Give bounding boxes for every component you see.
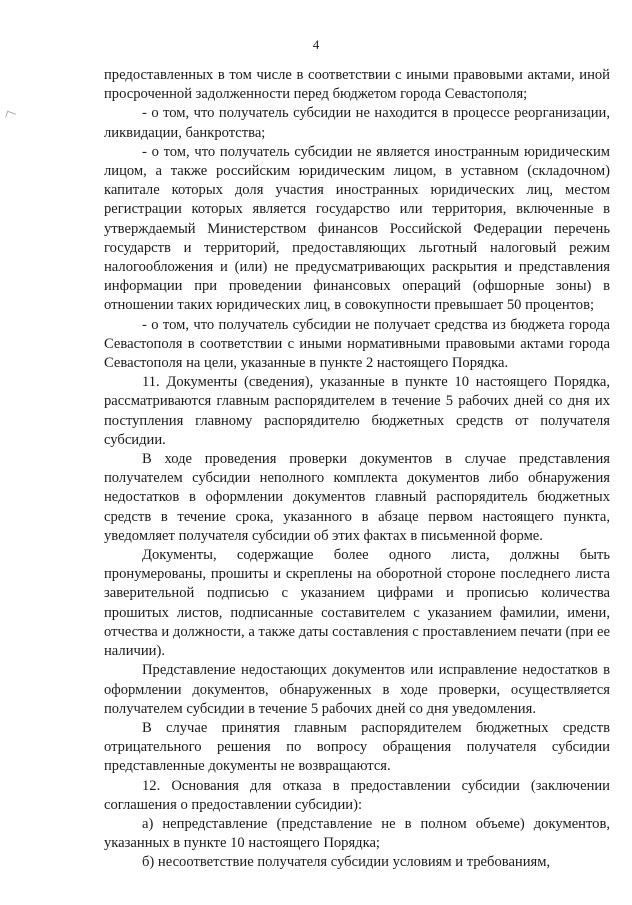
paragraph-no-other-funds: - о том, что получатель субсидии не получает средства из бюджета города Севастополя в соответствии с иными нормативными правовыми актами города Севастополя на цели, указанные в пункте 2 настоящего Порядка. xyxy=(104,316,610,372)
paragraph-document-binding: Документы, содержащие более одного листа, должны быть пронумерованы, прошиты и скреплены на оборотной стороне последнего листа заверительной подписью с указанием цифрами и прописью количества прошитых листов, подписанные составителем с указанием фамилии, имени, отчества и должности, а также даты составления с проставлением печати (при ее наличии). xyxy=(104,547,610,660)
page-number: 4 xyxy=(312,37,320,52)
paragraph-item-12b: б) несоответствие получателя субсидии условиям и требованиям, xyxy=(142,854,551,871)
paragraph-item-11: 11. Документы (сведения), указанные в пункте 10 настоящего Порядка, рассматриваются главным распорядителем в течение 5 рабочих дней со дня их поступления главному распорядителю бюджетных средств от получателя субсидии. xyxy=(104,374,610,448)
paragraph-not-foreign-entity: - о том, что получатель субсидии не является иностранным юридическим лицом, а также российским юридическим лицом, в уставном (складочном) капитале которых доля участия иностранных юридических лиц, местом регистрации которых является государство или территория, включенные в утверждаемый Министерством финансов Российской Федерации перечень государств и территорий, предоставляющих льготный налоговый режим налогообложения и (или) не предусматривающих раскрытия и представления информации при проведении финансовых операций (офшорные зоны) в отношении таких юридических лиц, в совокупности превышает 50 процентов; xyxy=(104,143,610,314)
paragraph-item-12: 12. Основания для отказа в предоставлении субсидии (заключении соглашения о предоставлении субсидии): xyxy=(104,777,610,813)
paragraph-not-in-liquidation: - о том, что получатель субсидии не находится в процессе реорганизации, ликвидации, банкротства; xyxy=(104,105,610,141)
paragraph-negative-decision: В случае принятия главным распорядителем бюджетных средств отрицательного решения по вопросу обращения получателя субсидии представленные документы не возвращаются. xyxy=(104,719,610,775)
paragraph-incomplete-documents: В ходе проведения проверки документов в случае представления получателем субсидии неполного комплекта документов либо обнаружения недостатков в оформлении документов главный распорядитель бюджетных средств в течение срока, указанного в абзаце первом настоящего пункта, уведомляет получателя субсидии об этих фактах в письменной форме. xyxy=(104,451,610,544)
paragraph-continuation: предоставленных в том числе в соответствии с иными правовыми актами, иной просроченной задолженности перед бюджетом города Севастополя; xyxy=(104,67,610,103)
scan-artifact-mark xyxy=(5,111,16,121)
paragraph-item-12a: а) непредставление (представление не в полном объеме) документов, указанных в пункте 10 настоящего Порядка; xyxy=(104,815,610,852)
paragraph-corrections: Представление недостающих документов или исправление недостатков в оформлении документов, обнаруженных в ходе проверки, осуществляется получателем субсидии в течение 5 рабочих дней со дня уведомления. xyxy=(104,662,610,717)
document-body xyxy=(104,66,610,873)
